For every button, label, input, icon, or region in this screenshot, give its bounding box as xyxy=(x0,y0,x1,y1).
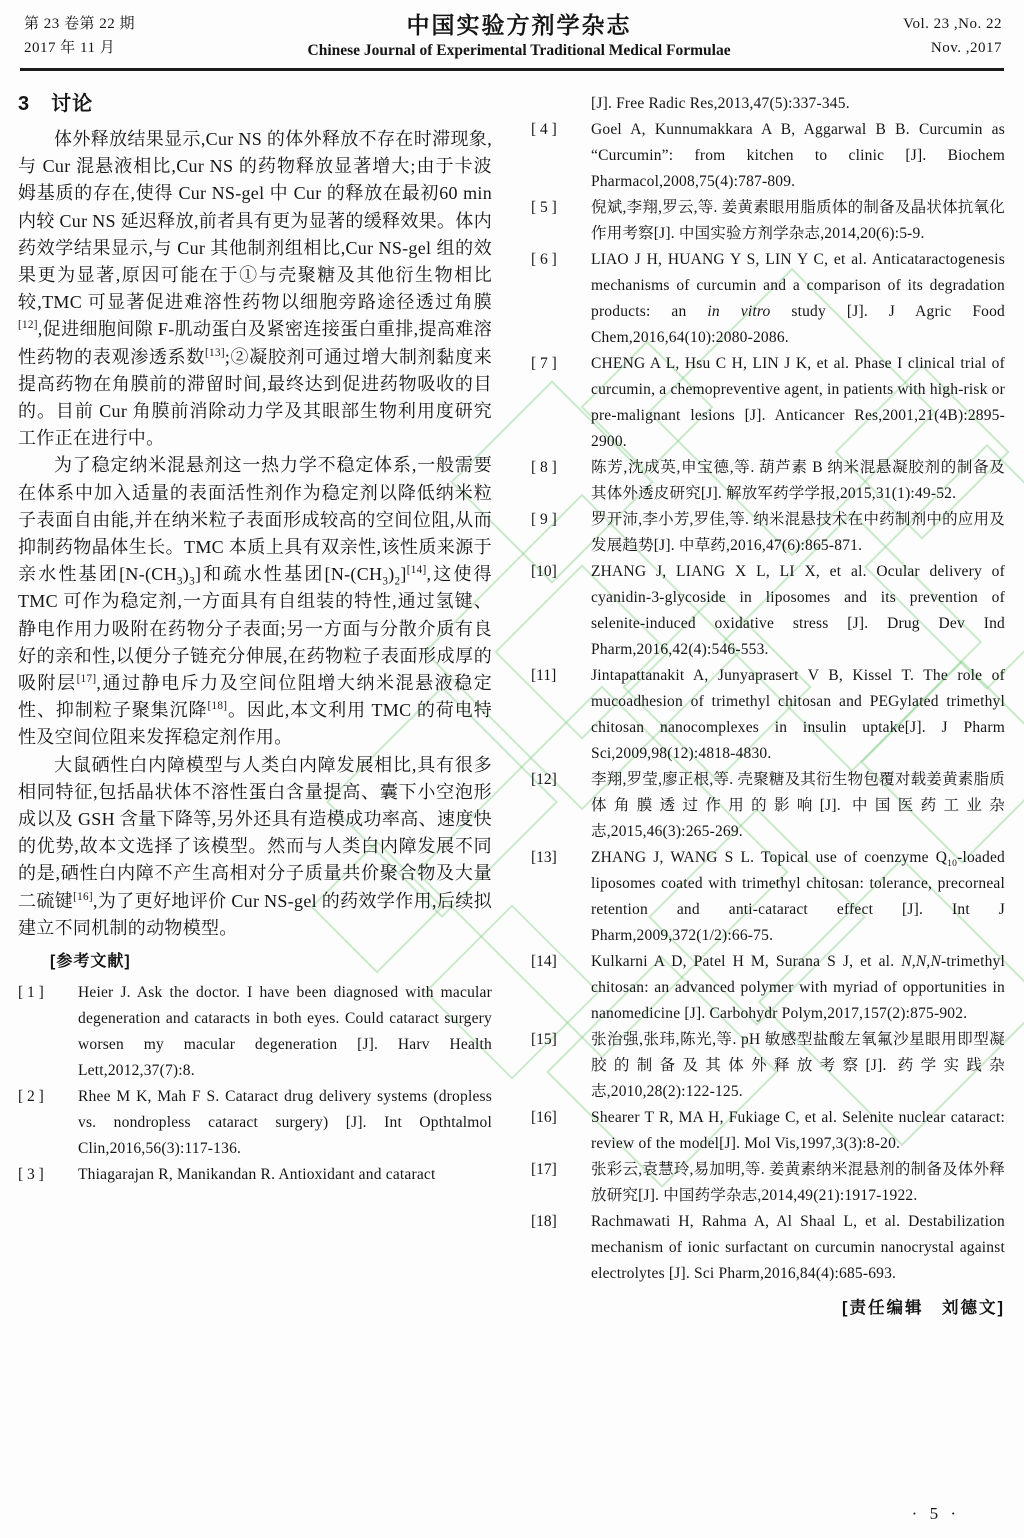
reference-label: [16] xyxy=(531,1109,557,1126)
reference-list-left xyxy=(18,980,492,1188)
reference-label: [18] xyxy=(531,1213,557,1230)
reference-carryover: [J]. Free Radic Res,2013,47(5):337-345. xyxy=(591,95,850,112)
reference-item xyxy=(531,767,1005,845)
reference-text: Goel A, Kunnumakkara A B, Aggarwal B B. Curcumin as “Curcumin”: from kitchen to clinic [J]. Biochem Pharmacol,2008,75(4):787-809. xyxy=(591,121,1005,190)
reference-item xyxy=(531,455,1005,507)
left-column xyxy=(18,91,492,1321)
reference-text: Jintapattanakit A, Junyaprasert V B, Kissel T. The role of mucoadhesion of trimethyl chitosan and PEGylated trimethyl chitosan nanocomplexes in insulin uptake[J]. J Pharm Sci,2009,98(12):4818-4830. xyxy=(591,667,1005,762)
reference-list-right xyxy=(531,117,1005,1287)
references-heading: [参考文献] xyxy=(50,953,131,971)
editor-note: [责任编辑 刘德文] xyxy=(842,1299,1005,1317)
reference-item xyxy=(531,949,1005,1027)
reference-item xyxy=(531,559,1005,663)
reference-label: [13] xyxy=(531,849,557,866)
header-volume-block xyxy=(903,12,1002,60)
right-column xyxy=(531,91,1005,1321)
reference-label: [ 3 ] xyxy=(18,1166,44,1184)
reference-label: [14] xyxy=(531,953,557,970)
reference-text: CHENG A L, Hsu C H, LIN J K, et al. Phase I clinical trial of curcumin, a chemopreventive agent, in patients with high-risk or pre-malignant lesions [J]. Anticancer Res,2001,21(4B):2895-2900. xyxy=(591,355,1005,450)
reference-label: [ 9 ] xyxy=(531,511,557,528)
reference-item xyxy=(18,980,492,1084)
reference-label: [17] xyxy=(531,1161,557,1178)
header-issue-block xyxy=(24,12,135,60)
reference-item xyxy=(531,195,1005,247)
reference-text: Kulkarni A D, Patel H M, Surana S J, et al. N,N,N-trimethyl chitosan: an advanced polymer with myriad of opportunities in nanomedicine [J]. Carbohydr Polym,2017,157(2):875-902. xyxy=(591,953,1005,1022)
reference-text: ZHANG J, WANG S L. Topical use of coenzyme $Q_{10}$-loaded liposomes coated with trimethyl chitosan: tolerance, precorneal retention and anti-cataract effect [J]. Int J Pharm,2009,372(1/2):66-75. xyxy=(591,849,1005,944)
reference-label: [11] xyxy=(531,667,557,684)
discussion-paragraph: 为了稳定纳米混悬剂这一热力学不稳定体系,一般需要在体系中加入适量的表面活性剂作为稳定剂以降低纳米粒子表面自由能,并在纳米粒子表面形成较高的空间位阻,从而抑制药物晶体生长。TMC 本质上具有双亲性,该性质来源于亲水性基团$[N-(CH_3)_3]$和疏水性基团$[N-(CH_3)_2][14]$,这使得 TMC 可作为稳定剂,一方面具有自组装的特性,通过氢键、静电作用力吸附在药物分子表面;另一方面与分散介质有良好的亲和性,以便分子链充分伸展,在药物粒子表面形成厚的吸附层[17],通过静电斥力及空间位阻增大纳米混悬液稳定性、抑制粒子聚集沉降[18]。因此,本文利用 TMC 的荷电特性及空间位阻来发挥稳定剂作用。 xyxy=(18,455,492,748)
reference-label: [ 1 ] xyxy=(18,984,44,1002)
reference-text: ZHANG J, LIANG X L, LI X, et al. Ocular delivery of cyanidin-3-glycoside in liposomes and its prevention of selenite-induced oxidative stress [J]. Drug Dev Ind Pharm,2016,42(4):546-553. xyxy=(591,563,1005,658)
reference-text: 倪斌,李翔,罗云,等. 姜黄素眼用脂质体的制备及晶状体抗氧化作用考察[J]. 中国实验方剂学杂志,2014,20(6):5-9. xyxy=(591,199,1005,242)
journal-title-cn: 中国实验方剂学杂志 xyxy=(406,12,632,38)
page-header xyxy=(0,0,1024,63)
reference-label: [10] xyxy=(531,563,557,580)
reference-item xyxy=(18,1162,492,1188)
reference-item xyxy=(531,1209,1005,1287)
discussion-paragraph: 体外释放结果显示,Cur NS 的体外释放不存在时滞现象,与 Cur 混悬液相比,Cur NS 的药物释放显著增大;由于卡波姆基质的存在,使得 Cur NS-gel 中 Cur 的释放在最初60 min 内较 Cur NS 延迟释放,前者具有更为显著的缓释效果。体内药效学结果显示,与 Cur 其他制剂组相比,Cur NS-gel 组的效果更为显著,原因可能在于①与壳聚糖及其他衍生物相比较,TMC 可显著促进难溶性药物以细胞旁路途径透过角膜[12],促进细胞间隙 F-肌动蛋白及紧密连接蛋白重排,提高难溶性药物的表观渗透系数[13];②凝胶剂可通过增大制剂黏度来提高药物在角膜前的滞留时间,最终达到促进药物吸收的目的。目前 Cur 角膜前消除动力学及其眼部生物利用度研究工作正在进行中。 xyxy=(18,129,493,449)
volume-issue-cn: 第 23 卷第 22 期 xyxy=(24,16,136,32)
reference-item xyxy=(531,845,1005,949)
journal-title-en: Chinese Journal of Experimental Traditional Medical Formulae xyxy=(307,42,731,59)
reference-item xyxy=(531,247,1005,351)
reference-label: [ 8 ] xyxy=(531,459,557,476)
reference-label: [ 6 ] xyxy=(531,251,557,268)
reference-text: LIAO J H, HUANG Y S, LIN Y C, et al. Anticataractogenesis mechanisms of curcumin and a comparison of its degradation products: an in vitro study [J]. J Agric Food Chem,2016,64(10):2080-2086. xyxy=(591,251,1005,346)
reference-text: Rachmawati H, Rahma A, Al Shaal L, et al. Destabilization mechanism of ionic surfactant on curcumin nanocrystal against electrolytes [J]. Sci Pharm,2016,84(4):685-693. xyxy=(591,1213,1005,1282)
reference-text: Shearer T R, MA H, Fukiage C, et al. Selenite nuclear cataract: review of the model[J]. Mol Vis,1997,3(3):8-20. xyxy=(591,1109,1005,1152)
reference-text: Rhee M K, Mah F S. Cataract drug delivery systems (dropless vs. nondropless cataract surgery) [J]. Int Opthtalmol Clin,2016,56(3):117-136. xyxy=(78,1088,492,1158)
page-body xyxy=(0,71,1024,1321)
reference-text: 张治强,张玮,陈光,等. pH 敏感型盐酸左氧氟沙星眼用即型凝胶的制备及其体外释放考察[J]. 药学实践杂志,2010,28(2):122-125. xyxy=(591,1031,1005,1100)
reference-label: [ 5 ] xyxy=(531,199,557,216)
discussion-heading: 3 讨论 xyxy=(18,93,94,115)
reference-item xyxy=(531,351,1005,455)
reference-text: 李翔,罗莹,廖正根,等. 壳聚糖及其衍生物包覆对载姜黄素脂质体角膜透过作用的影响[J]. 中国医药工业杂志,2015,46(3):265-269. xyxy=(591,771,1005,840)
date-en: Nov. ,2017 xyxy=(930,40,1002,56)
volume-issue-en: Vol. 23 ,No. 22 xyxy=(903,16,1002,32)
date-cn: 2017 年 11 月 xyxy=(24,40,116,56)
reference-text: Heier J. Ask the doctor. I have been diagnosed with macular degeneration and cataracts in both eyes. Could cataract surgery worsen my macular degeneration [J]. Harv Health Lett,2012,37(7):8. xyxy=(78,984,492,1080)
reference-item xyxy=(531,663,1005,767)
reference-text: 罗开沛,李小芳,罗佳,等. 纳米混悬技术在中药制剂中的应用及发展趋势[J]. 中草药,2016,47(6):865-871. xyxy=(591,511,1005,554)
reference-text: 张彩云,袁慧玲,易加明,等. 姜黄素纳米混悬剂的制备及体外释放研究[J]. 中国药学杂志,2014,49(21):1917-1922. xyxy=(591,1161,1005,1204)
header-title-block xyxy=(135,12,903,63)
reference-label: [ 4 ] xyxy=(531,121,557,138)
reference-item xyxy=(531,117,1005,195)
page-number: · 5 · xyxy=(911,1504,960,1523)
reference-item xyxy=(531,1157,1005,1209)
reference-label: [ 7 ] xyxy=(531,355,557,372)
reference-item xyxy=(531,507,1005,559)
reference-label: [ 2 ] xyxy=(18,1088,44,1106)
reference-label: [15] xyxy=(531,1031,557,1048)
reference-text: 陈芳,沈成英,申宝德,等. 葫芦素 B 纳米混悬凝胶剂的制备及其体外透皮研究[J]. 解放军药学学报,2015,31(1):49-52. xyxy=(591,459,1005,502)
reference-text: Thiagarajan R, Manikandan R. Antioxidant and cataract xyxy=(78,1166,436,1184)
reference-item xyxy=(531,1027,1005,1105)
reference-item xyxy=(18,1084,492,1162)
header-divider xyxy=(20,68,1004,71)
reference-item xyxy=(531,1105,1005,1157)
reference-label: [12] xyxy=(531,771,557,788)
discussion-paragraph: 大鼠硒性白内障模型与人类白内障发展相比,具有很多相同特征,包括晶状体不溶性蛋白含量提高、囊下小空泡形成以及 GSH 含量下降等,另外还具有造模成功率高、速度快的优势,故本文选择了该模型。然而与人类白内障发展不同的是,硒性白内障不产生高相对分子质量共价聚合物及大量二硫键[16],为了更好地评价 Cur NS-gel 的药效学作用,后续拟建立不同机制的动物模型。 xyxy=(18,754,492,938)
